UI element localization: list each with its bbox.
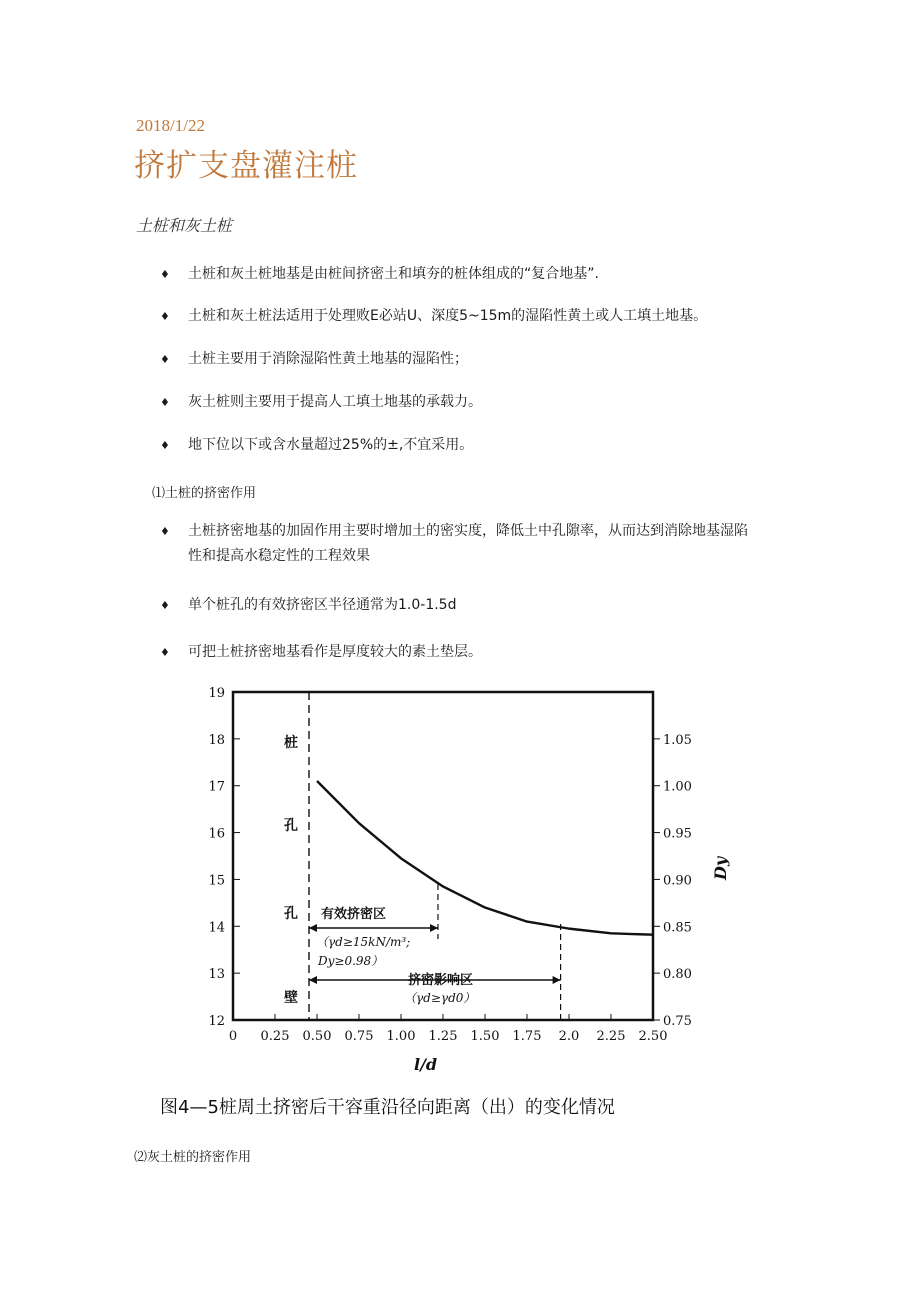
zone1-condition2: Dy≥0.98） bbox=[318, 954, 384, 968]
list-item-text: 可把土桩挤密地基看作是厚度较大的素土垫层。 bbox=[188, 644, 482, 660]
right-tick-label: 0.95 bbox=[663, 826, 692, 842]
zone1-condition1: （γd≥15kN/m³; bbox=[316, 935, 411, 949]
pile-wall-char: 壁 bbox=[284, 990, 298, 1006]
y-tick-label: 17 bbox=[208, 779, 225, 795]
list-item-text: 土桩和灰土桩法适用于处理败E必站U、深度5~15m的湿陷性黄土或人工填土地基。 bbox=[188, 308, 708, 324]
x-tick-label: 0.25 bbox=[260, 1029, 290, 1044]
diamond-bullet-icon: ♦ bbox=[160, 310, 170, 323]
diamond-bullet-icon: ♦ bbox=[160, 439, 170, 452]
section-heading: ⑴土桩的挤密作用 bbox=[152, 486, 257, 501]
list-item-text: 地下位以下或含水量超过25%的±,不宜采用。 bbox=[188, 437, 474, 453]
pile-wall-char: 桩 bbox=[284, 735, 298, 751]
x-tick-label: 0 bbox=[228, 1029, 238, 1044]
page-title: 挤扩支盘灌注桩 bbox=[134, 148, 358, 184]
right-tick-label: 1.05 bbox=[663, 732, 692, 748]
figure-caption: 图4—5桩周土挤密后干容重沿径向距离（出）的变化情况 bbox=[160, 1097, 615, 1118]
zone2-label: 挤密影响区 bbox=[408, 973, 474, 988]
x-tick-label: 1.75 bbox=[512, 1029, 542, 1044]
x-tick-label: 2.25 bbox=[596, 1029, 626, 1044]
x-tick-label: 0.75 bbox=[344, 1029, 374, 1044]
zone1-arrowhead bbox=[309, 924, 317, 932]
right-tick-label: 0.90 bbox=[663, 873, 692, 889]
y-tick-label: 13 bbox=[208, 967, 225, 983]
y-tick-label: 16 bbox=[208, 826, 225, 842]
right-tick-label: 1.00 bbox=[663, 779, 692, 795]
zone2-arrowhead bbox=[553, 976, 561, 984]
list-item-text: 土桩和灰土桩地基是由桩间挤密土和填夯的桩体组成的“复合地基”. bbox=[188, 266, 599, 282]
y-tick-label: 18 bbox=[208, 732, 225, 748]
zone1-arrowhead bbox=[430, 924, 438, 932]
dry-density-chart bbox=[196, 684, 740, 1076]
diamond-bullet-icon: ♦ bbox=[160, 268, 170, 281]
list-item-text: 土桩挤密地基的加固作用主要时增加土的密实度，降低土中孔隙率，从而达到消除地基湿陷性和提高水稳定性的工程效果 bbox=[188, 523, 748, 564]
x-tick-label: 1.00 bbox=[386, 1029, 416, 1044]
zone2-arrowhead bbox=[309, 976, 317, 984]
date: 2018/1/22 bbox=[136, 116, 205, 135]
x-tick-label: 2.0 bbox=[558, 1029, 580, 1044]
pile-wall-char: 孔 bbox=[284, 818, 298, 834]
subtitle: 土桩和灰土桩 bbox=[136, 216, 233, 235]
x-tick-label: 1.25 bbox=[428, 1029, 458, 1044]
list-item-text: 灰土桩则主要用于提高人工填土地基的承载力。 bbox=[188, 394, 482, 410]
diamond-bullet-icon: ♦ bbox=[160, 525, 170, 538]
y-tick-label: 15 bbox=[208, 873, 225, 889]
section-heading: ⑵灰土桩的挤密作用 bbox=[134, 1150, 252, 1165]
x-tick-label: 1.50 bbox=[470, 1029, 500, 1044]
y-tick-label: 19 bbox=[208, 686, 225, 701]
list-item-text: 土桩主要用于消除湿陷性黄土地基的湿陷性； bbox=[188, 351, 468, 367]
x-axis-label: l/d bbox=[414, 1055, 438, 1074]
right-tick-label: 0.75 bbox=[663, 1014, 692, 1029]
pile-wall-char: 孔 bbox=[284, 906, 298, 922]
diamond-bullet-icon: ♦ bbox=[160, 396, 170, 409]
zone2-condition: （γd≥γd0） bbox=[404, 991, 476, 1005]
diamond-bullet-icon: ♦ bbox=[160, 353, 170, 366]
x-tick-label: 0.50 bbox=[302, 1029, 332, 1044]
x-tick-label: 2.50 bbox=[638, 1029, 668, 1044]
right-axis-label: Dy bbox=[711, 856, 730, 880]
y-tick-label: 12 bbox=[208, 1014, 225, 1029]
right-tick-label: 0.80 bbox=[663, 967, 692, 983]
y-tick-label: 14 bbox=[208, 920, 225, 936]
right-tick-label: 0.85 bbox=[663, 920, 692, 936]
diamond-bullet-icon: ♦ bbox=[160, 646, 170, 659]
diamond-bullet-icon: ♦ bbox=[160, 599, 170, 612]
zone1-label: 有效挤密区 bbox=[321, 907, 387, 922]
list-item-text: 单个桩孔的有效挤密区半径通常为1.0-1.5d bbox=[188, 597, 457, 613]
